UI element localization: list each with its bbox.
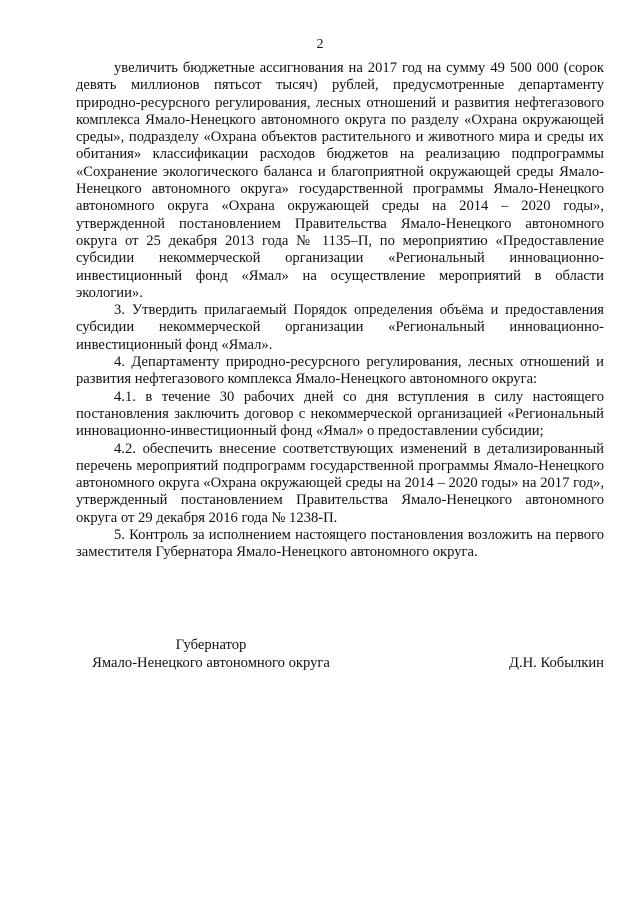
paragraph-budget: увеличить бюджетные ассигнования на 2017 год на сумму 49 500 000 (сорок девять миллионов пятьсот тысяч) рублей, предусмотренные департаменту природно-ресурсного регулирования, лесных отношений и развития нефтегазового комплекса Ямало-Ненецкого автономного округа по разделу «Охрана окружающей среды», подразделу «Охрана объектов растительного и животного мира и среды их обитания» классификации расходов бюджетов на реализацию подпрограммы «Сохранение экологического баланса и благоприятной окружающей среды Ямало-Ненецкого автономного округа» государственной программы Ямало-Ненецкого автономного округа «Охрана окружающей среды на 2014 – 2020 годы», утвержденной постановлением Правительства Ямало-Ненецкого автономного округа от 25 декабря 2013 года № 1135–П, по мероприятию «Предоставление субсидии некоммерческой организации «Региональный инновационно-инвестиционный фонд «Ямал» на осуществление мероприятий в области экологии». bbox=[76, 60, 604, 301]
paragraph-4: 4. Департаменту природно-ресурсного регулирования, лесных отношений и развития нефтегазового комплекса Ямало-Ненецкого автономного округа: bbox=[76, 354, 604, 388]
page-number: 2 bbox=[316, 37, 324, 52]
paragraph-4-1: 4.1. в течение 30 рабочих дней со дня вступления в силу настоящего постановления заключить договор с некоммерческой организацией «Региональный инновационно-инвестиционный фонд «Ямал» о предоставлении субсидии; bbox=[76, 388, 604, 440]
signatory-title bbox=[76, 636, 346, 672]
paragraph-5: 5. Контроль за исполнением настоящего постановления возложить на первого заместителя Губернатора Ямало-Ненецкого автономного округа. bbox=[76, 527, 604, 561]
document-body bbox=[76, 60, 604, 562]
paragraph-4-2: 4.2. обеспечить внесение соответствующих изменений в детализированный перечень мероприятий подпрограмм государственной программы Ямало-Ненецкого автономного округа «Охрана окружающей среды на 2014 – 2020 годы» на 2017 год», утвержденный постановлением Правительства Ямало-Ненецкого автономного округа от 29 декабря 2016 года № 1238-П. bbox=[76, 440, 604, 526]
signatory-title-line1: Губернатор bbox=[175, 637, 247, 653]
paragraph-3: 3. Утвердить прилагаемый Порядок определения объёма и предоставления субсидии некоммерческой организации «Региональный инновационно-инвестиционный фонд «Ямал». bbox=[76, 302, 604, 353]
signatory-title-line2: Ямало-Ненецкого автономного округа bbox=[92, 655, 330, 671]
signatory-name: Д.Н. Кобылкин bbox=[509, 655, 604, 671]
